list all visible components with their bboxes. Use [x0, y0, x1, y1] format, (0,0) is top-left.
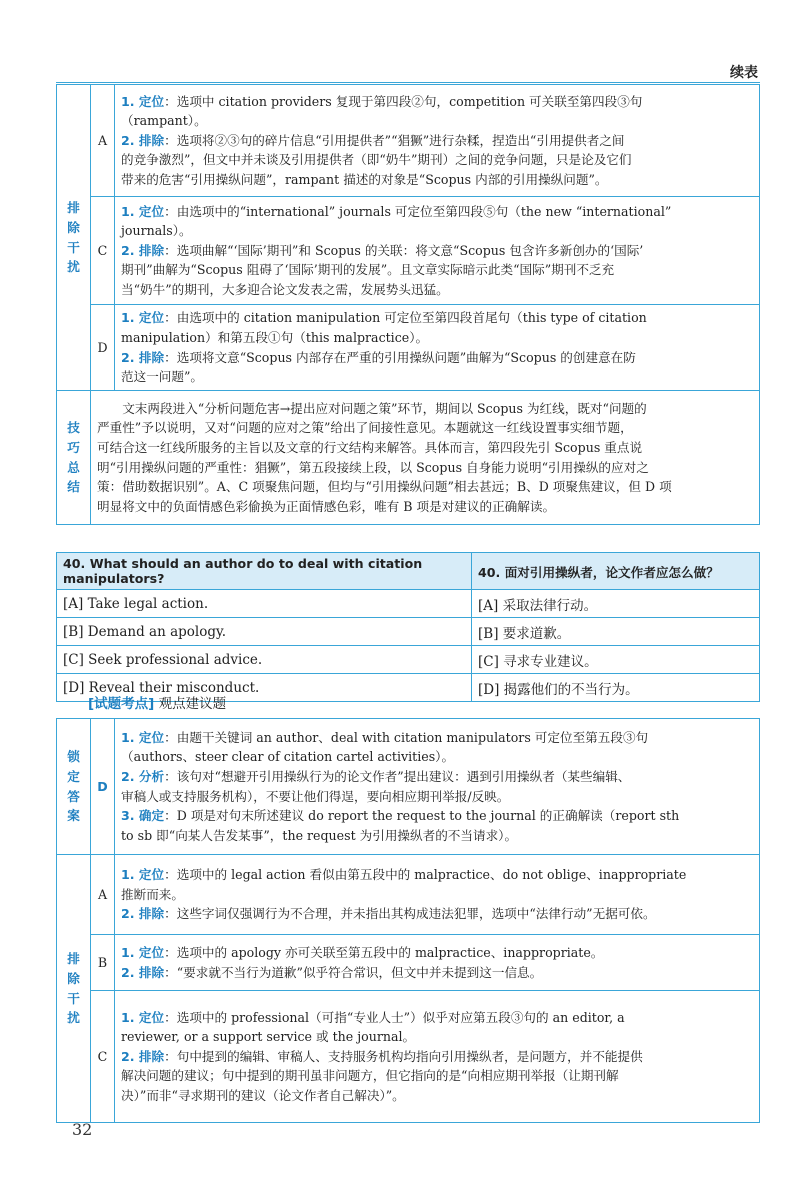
locate-label: 1. 定位: [121, 867, 165, 883]
locate-label: 1. 定位: [121, 944, 165, 960]
answer-row: [57, 719, 760, 855]
option-zh: [B] 要求道歉。: [472, 618, 760, 646]
exam-point-label: [试题考点]: [88, 696, 155, 712]
option-row-c: [57, 197, 760, 305]
option-letter: D: [91, 305, 115, 391]
question-header-row: [57, 553, 760, 590]
eliminate-label: 排除干扰: [57, 85, 91, 391]
answer-letter: D: [91, 719, 115, 855]
option-analysis: 1. 定位：由选项中的 citation manipulation 可定位至第四段首尾句（this type of citation manipulation）和第五段①句（this malpractice）。 2. 排除：选项将文意“Scopus 内部存在严重的引用操纵问题”曲解为“Scopus 的创建意在防 范这一问题”。: [115, 305, 760, 391]
exam-point-text: 观点建议题: [158, 696, 227, 712]
option-row-c: [57, 991, 760, 1123]
question-table: [56, 552, 760, 702]
page-number: 32: [72, 1120, 93, 1139]
eliminate-label: 排除干扰: [57, 855, 91, 1123]
option-analysis: 1. 定位：选项中 citation providers 复现于第四段②句，competition 可关联至第四段③句 （rampant）。 2. 排除：选项将②③句的碎片信息“引用提供者”“猖獗”进行杂糅，捏造出“引用提供者之间 的竞争激烈”，但文中并未谈及引用提供者（即“奶牛”期刊）之间的竞争问题，只是论及它们 带来的危害“引用操纵问题”，rampant 描述的对象是“Scopus 内部的引用操纵问题”。: [115, 85, 760, 197]
option-letter: A: [91, 85, 115, 197]
option-letter: A: [91, 855, 115, 935]
locate-label: 1. 定位: [121, 310, 165, 326]
option-row-b: [57, 935, 760, 991]
option-row-a: [57, 85, 760, 197]
question-zh: 40. 面对引用操纵者，论文作者应怎么做？: [472, 553, 760, 590]
summary-text: 文末两段进入“分析问题危害→提出应对问题之策”环节，期间以 Scopus 为红线，既对“问题的 严重性”予以说明，又对“问题的应对之策”给出了间接性意见。本题就这一红线设置事实细节题， 可结合这一红线所服务的主旨以及文章的行文结构来解答。具体而言，第四段先引 Scopus 重点说 明“引用操纵问题的严重性：猖獗”，第五段接续上段，以 Scopus 自身能力说明“引用操纵的应对之 策：借助数据识别”。A、C 项聚焦问题，但均与“引用操纵问题”相去甚远；B、D 项聚焦建议，但 D 项 明显将文中的负面情感色彩偷换为正面情感色彩，唯有 B 项是对建议的正确解读。: [91, 391, 760, 525]
locate-label: 1. 定位: [121, 729, 165, 745]
summary-row: [57, 391, 760, 525]
exclude-label: 2. 排除: [121, 906, 165, 922]
option-row: [57, 590, 760, 618]
option-analysis: 1. 定位：选项中的 professional（可指“专业人士”）似乎对应第五段③句的 an editor, a reviewer, or a support service 或 the journal。 2. 排除：句中提到的编辑、审稿人、支持服务机构均指向引用操纵者，是问题方，并不能提供 解决问题的建议；句中提到的期刊虽非问题方，但它指向的是“向相应期刊举报（让期刊解 决）”而非“寻求期刊的建议（论文作者自己解决）”。: [115, 991, 760, 1123]
answer-label: 锁定答案: [57, 719, 91, 855]
locate-label: 1. 定位: [121, 93, 165, 109]
analyze-label: 2. 分析: [121, 768, 165, 784]
confirm-label: 3. 确定: [121, 808, 165, 824]
option-row-d: [57, 305, 760, 391]
option-en: [D] Reveal their misconduct.: [57, 674, 472, 702]
question-en: 40. What should an author do to deal with citation manipulators?: [57, 553, 472, 590]
exclude-label: 2. 排除: [121, 1048, 165, 1064]
option-row-a: [57, 855, 760, 935]
analysis-table-q40: [56, 718, 760, 1123]
option-en: [A] Take legal action.: [57, 590, 472, 618]
option-zh: [A] 采取法律行动。: [472, 590, 760, 618]
exclude-label: 2. 排除: [121, 349, 165, 365]
option-row: [57, 646, 760, 674]
summary-label: 技巧总结: [57, 391, 91, 525]
option-analysis: 1. 定位：选项中的 legal action 看似由第五段中的 malpractice、do not oblige、inappropriate 推断而来。 2. 排除：这些字词仅强调行为不合理，并未指出其构成违法犯罪，选项中“法律行动”无据可依。: [115, 855, 760, 935]
option-en: [C] Seek professional advice.: [57, 646, 472, 674]
option-letter: B: [91, 935, 115, 991]
locate-label: 1. 定位: [121, 203, 165, 219]
option-zh: [C] 寻求专业建议。: [472, 646, 760, 674]
top-rule: [56, 82, 760, 83]
exam-point: [88, 692, 226, 712]
exclude-label: 2. 排除: [121, 242, 165, 258]
continued-label: 续表: [730, 65, 758, 81]
option-letter: C: [91, 991, 115, 1123]
locate-label: 1. 定位: [121, 1009, 165, 1025]
option-en: [B] Demand an apology.: [57, 618, 472, 646]
option-letter: C: [91, 197, 115, 305]
exclude-label: 2. 排除: [121, 964, 165, 980]
option-row: [57, 618, 760, 646]
option-analysis: 1. 定位：选项中的 apology 亦可关联至第五段中的 malpractice、inappropriate。 2. 排除：“要求就不当行为道歉”似乎符合常识，但文中并未提到这一信息。: [115, 935, 760, 991]
answer-analysis: 1. 定位：由题干关键词 an author、deal with citation manipulators 可定位至第五段③句 （authors、steer clear of citation cartel activities）。 2. 分析：该句对“想避开引用操纵行为的论文作者”提出建议：遇到引用操纵者（某些编辑、 审稿人或支持服务机构），不要让他们得逞，要向相应期刊举报/反映。 3. 确定：D 项是对句末所述建议 do report the request to the journal 的正确解读（report sth to sb 即“向某人告发某事”，the request 为引用操纵者的不当请求）。: [115, 719, 760, 855]
eliminate-table-q39: [56, 84, 760, 525]
option-zh: [D] 揭露他们的不当行为。: [472, 674, 760, 702]
exclude-label: 2. 排除: [121, 132, 165, 148]
option-analysis: 1. 定位：由选项中的“international” journals 可定位至第四段⑤句（the new “international” journals）。 2. 排除：选项曲解“‘国际’期刊”和 Scopus 的关联：将文意“Scopus 包含许多新创办的‘国际’ 期刊”曲解为“Scopus 阻碍了‘国际’期刊的发展”。且文章实际暗示此类“国际”期刊不乏充 当“奶牛”的期刊，大多迎合论文发表之需，发展势头迅猛。: [115, 197, 760, 305]
